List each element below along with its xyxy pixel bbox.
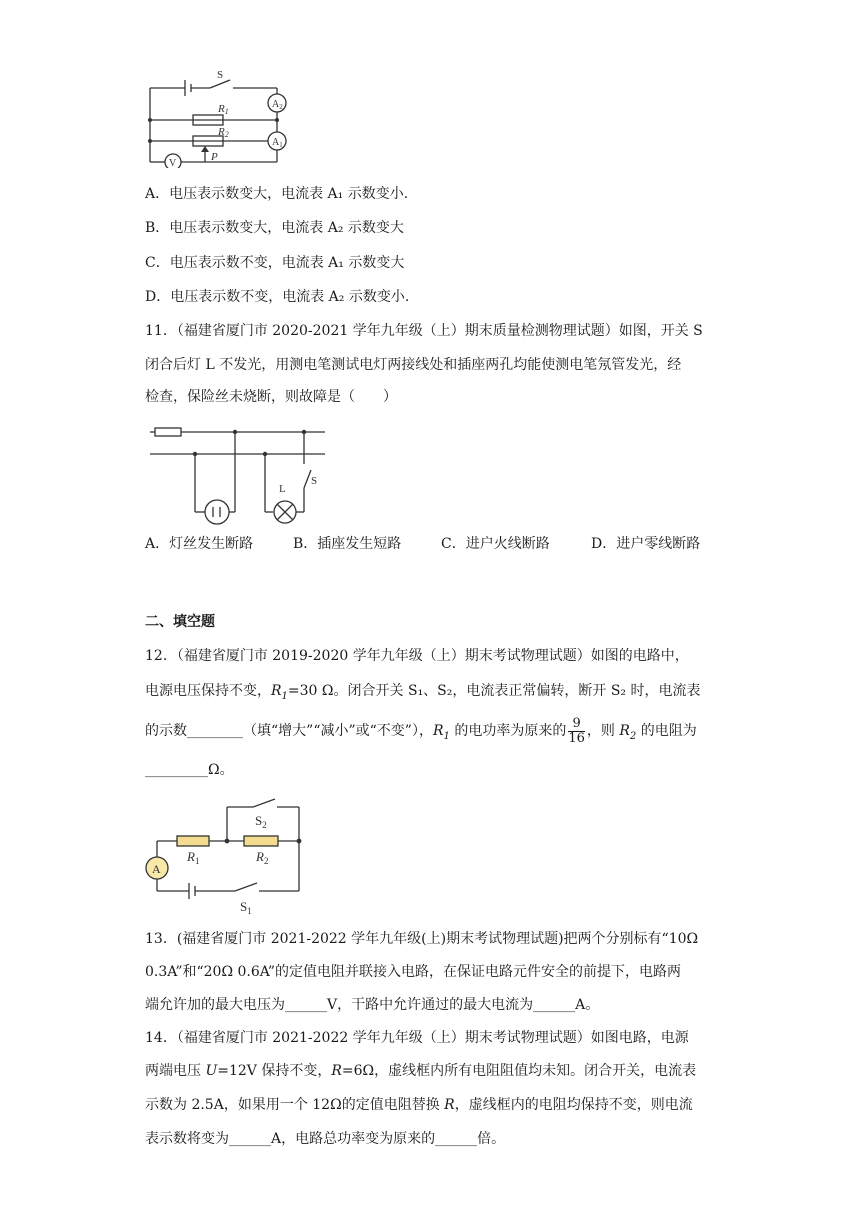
q12-circuit-diagram [143,797,308,915]
svg-text:R1: R1 [218,103,229,116]
q12-line-1: 12．（福建省厦门市 2019-2020 学年九年级（上）期末考试物理试题）如图的电路中， [145,648,689,664]
q13-line-3: 端允许加的最大电压为______V，干路中允许通过的最大电流为______A。 [145,997,600,1013]
q10-label-p: P [211,151,218,163]
q14-line-2: 两端电压 U=12V 保持不变，R=6Ω，虚线框内所有电阻阻值均未知。闭合开关，电流表 [145,1063,697,1079]
q12-label-r1: R [187,849,195,864]
q10-option-c: C．电压表示数不变，电流表 A₁ 示数变大 [145,255,405,271]
svg-text:S2: $S_2$ [255,813,267,830]
svg-text:R1: $R_1$ [187,849,200,866]
q11-option-c: C．进户火线断路 [441,536,550,552]
q10-label-r1: R [218,103,225,115]
q11-option-d: D．进户零线断路 [591,536,701,552]
q14-line-1: 14．（福建省厦门市 2021-2022 学年九年级（上）期末考试物理试题）如图电路，电源 [145,1030,689,1046]
q10-option-d: D．电压表示数不变，电流表 A₂ 示数变小. [145,289,410,305]
q10-label-s: S [217,69,224,81]
q12-label-a: A [152,862,161,876]
svg-text:A2: $A_2$ [272,99,283,111]
q10-circuit-diagram [145,68,295,168]
q10-label-v: V [169,158,177,168]
q12-fraction: $\frac{9}{16}$ [568,715,585,746]
q12-line-3: 的示数________（填“增大”“减小”或“不变”），$R_1$ 的电功率为原来的 $\frac{9}{16}$ ，则 $R_2$ 的电阻为 [145,715,697,746]
q11-line-3: 检查，保险丝未烧断，则故障是（ ） [145,389,397,405]
q11-options [145,534,725,554]
q12-label-r2: R [256,849,264,864]
q13-line-1: 13．(福建省厦门市 2021-2022 学年九年级(上)期末考试物理试题)把两个分别标有“10Ω [145,931,699,947]
q11-line-1: 11．（福建省厦门市 2020-2021 学年九年级（上）期末质量检测物理试题）如图，开关 S [145,323,703,339]
q11-household-circuit-diagram [145,420,330,525]
q12-line-2: 电源电压保持不变，$R_1=30$ Ω。闭合开关 S₁、S₂，电流表正常偏转，断开 S₂ 时，电流表 [145,683,701,702]
q11-label-l: L [279,483,286,495]
q11-option-a: A．灯丝发生断路 [145,536,254,552]
svg-text:R2: $R_2$ [256,849,269,866]
q12-line-4: _________Ω。 [145,762,234,778]
q10-label-a2: A [272,99,280,110]
svg-text:R2: R2 [218,126,229,139]
q12-label-s2: S [255,813,263,828]
q14-line-3: 示数为 2.5A，如果用一个 12Ω的定值电阻替换 R，虚线框内的电阻均保持不变，则电流 [145,1097,693,1113]
q11-label-s: S [311,475,318,487]
q11-option-b: B．插座发生短路 [293,536,402,552]
q12-label-s1: S [240,899,248,914]
q10-label-a1: A [272,137,280,148]
q14-line-4: 表示数将变为______A，电路总功率变为原来的______倍。 [145,1131,506,1147]
q13-line-2: 0.3A”和“20Ω 0.6A”的定值电阻并联接入电路，在保证电路元件安全的前提下，电路两 [145,964,681,980]
q10-label-r2: R [218,126,225,138]
q10-option-b: B．电压表示数变大，电流表 A₂ 示数变大 [145,220,404,236]
q11-line-2: 闭合后灯 L 不发光，用测电笔测试电灯两接线处和插座两孔均能使测电笔氖管发光，经 [145,357,682,373]
q10-option-a: A．电压表示数变大，电流表 A₁ 示数变小. [145,186,409,202]
svg-text:A1: $A_1$ [272,137,283,149]
section-title-fill-in: 二、填空题 [145,614,215,630]
svg-text:S1: $S_1$ [240,899,252,915]
